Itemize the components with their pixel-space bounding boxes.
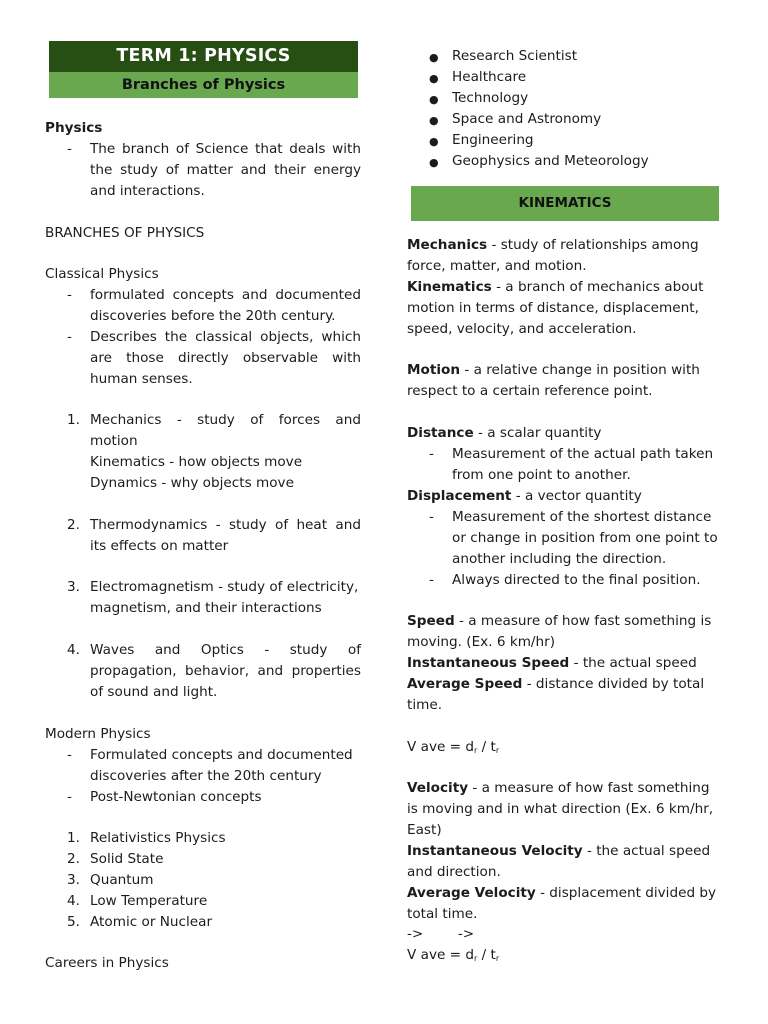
definition-line: motion in terms of distance, displacement, <box>407 300 699 316</box>
inst-speed-def <box>407 653 697 674</box>
physics-def-line: The branch of Science that deals with <box>90 141 361 157</box>
list-number: 4. <box>67 893 80 909</box>
displacement-bullet-line: another including the direction. <box>452 551 667 567</box>
definition-line: moving. (Ex. 6 km/hr) <box>407 634 556 650</box>
bullet-dot: ● <box>429 156 439 169</box>
dash-bullet: - <box>429 572 434 588</box>
classical-bullet-line: formulated concepts and documented <box>90 287 361 303</box>
term: Velocity <box>407 780 469 796</box>
definition-line: is moving and in what direction (Ex. 6 km/hr, <box>407 801 714 817</box>
career-item: Engineering <box>452 132 534 148</box>
motion-def <box>407 360 700 381</box>
list-item-line: Mechanics - study of forces and <box>90 412 361 428</box>
list-item: Relativistics Physics <box>90 830 226 846</box>
definition: - a measure of how fast something <box>468 780 710 796</box>
list-item-line: Dynamics - why objects move <box>90 475 294 491</box>
physics-def-line: the study of matter and their energy <box>90 162 361 178</box>
dash-bullet: - <box>67 141 72 157</box>
bullet-dot: ● <box>429 51 439 64</box>
formula-part: V ave = d <box>407 947 475 963</box>
list-number: 3. <box>67 872 80 888</box>
bullet-dot: ● <box>429 93 439 106</box>
modern-bullet-line: discoveries after the 20th century <box>90 768 322 784</box>
list-item: Quantum <box>90 872 154 888</box>
career-item: Geophysics and Meteorology <box>452 153 649 169</box>
definition: - a vector quantity <box>511 488 642 504</box>
modern-bullet-line: Post-Newtonian concepts <box>90 789 262 805</box>
list-item-line: its effects on matter <box>90 538 229 554</box>
career-item: Space and Astronomy <box>452 111 602 127</box>
list-item-line: motion <box>90 433 138 449</box>
career-item: Research Scientist <box>452 48 578 64</box>
career-item: Healthcare <box>452 69 527 85</box>
term: Speed <box>407 613 455 629</box>
definition-line: and direction. <box>407 864 501 880</box>
definition-line: total time. <box>407 906 478 922</box>
term: Instantaneous Speed <box>407 655 570 671</box>
list-item-line: magnetism, and their interactions <box>90 600 322 616</box>
dash-bullet: - <box>67 329 72 345</box>
classical-heading: Classical Physics <box>45 266 159 282</box>
term: Average Speed <box>407 676 523 692</box>
careers-heading: Careers in Physics <box>45 955 169 971</box>
term: Displacement <box>407 488 512 504</box>
classical-bullet-line: are those directly observable with <box>90 350 361 366</box>
definition: - distance divided by total <box>522 676 705 692</box>
displacement-bullet-line: Always directed to the final position. <box>452 572 701 588</box>
distance-bullet-line: from one point to another. <box>452 467 631 483</box>
definition-line: force, matter, and motion. <box>407 258 587 274</box>
list-item-line: Kinematics - how objects move <box>90 454 303 470</box>
kinematics-def <box>407 277 703 298</box>
displacement-def <box>407 486 642 507</box>
avg-velocity-def <box>407 883 716 904</box>
list-item-line: Waves and Optics - study of <box>90 642 361 658</box>
branches-heading: BRANCHES OF PHYSICS <box>45 225 205 241</box>
distance-bullet-line: Measurement of the actual path taken <box>452 446 714 462</box>
list-item: Low Temperature <box>90 893 208 909</box>
page-subtitle: Branches of Physics <box>49 72 358 98</box>
modern-heading: Modern Physics <box>45 726 151 742</box>
definition: - the actual speed <box>582 843 711 859</box>
physics-heading: Physics <box>45 120 103 136</box>
mechanics-def <box>407 235 699 256</box>
title-banner <box>49 41 358 98</box>
formula-part: / t <box>477 947 496 963</box>
list-item-line: Electromagnetism - study of electricity, <box>90 579 359 595</box>
displacement-bullet-line: Measurement of the shortest distance <box>452 509 712 525</box>
term: Kinematics <box>407 279 492 295</box>
formula-subscript: r <box>495 954 500 963</box>
list-item: Atomic or Nuclear <box>90 914 213 930</box>
classical-bullet-line: human senses. <box>90 371 193 387</box>
list-number: 2. <box>67 517 80 533</box>
definition: - study of relationships among <box>487 237 699 253</box>
definition-line: time. <box>407 697 443 713</box>
speed-formula <box>407 737 499 758</box>
kinematics-heading: KINEMATICS <box>411 186 719 221</box>
list-number: 1. <box>67 412 80 428</box>
bullet-dot: ● <box>429 114 439 127</box>
term: Mechanics <box>407 237 488 253</box>
list-number: 2. <box>67 851 80 867</box>
formula-subscript: r <box>474 746 478 755</box>
avg-speed-def <box>407 674 704 695</box>
dash-bullet: - <box>67 287 72 303</box>
dash-bullet: - <box>429 509 434 525</box>
dash-bullet: - <box>429 446 434 462</box>
list-number: 5. <box>67 914 80 930</box>
career-item: Technology <box>452 90 529 106</box>
speed-def <box>407 611 711 632</box>
definition: - a measure of how fast something is <box>454 613 712 629</box>
list-item-line: Thermodynamics - study of heat and <box>90 517 361 533</box>
definition: - a scalar quantity <box>473 425 602 441</box>
list-number: 4. <box>67 642 80 658</box>
bullet-dot: ● <box>429 72 439 85</box>
definition-line: speed, velocity, and acceleration. <box>407 321 637 337</box>
formula-subscript: r <box>474 954 478 963</box>
list-item: Solid State <box>90 851 164 867</box>
definition: - displacement divided by <box>535 885 717 901</box>
page-title: TERM 1: PHYSICS <box>49 41 358 72</box>
bullet-dot: ● <box>429 135 439 148</box>
classical-bullet-line: discoveries before the 20th century. <box>90 308 336 324</box>
velocity-formula <box>407 945 499 966</box>
classical-bullet-line: Describes the classical objects, which <box>90 329 361 345</box>
velocity-def <box>407 778 710 799</box>
physics-def-line: and interactions. <box>90 183 205 199</box>
list-number: 3. <box>67 579 80 595</box>
definition-line: respect to a certain reference point. <box>407 383 653 399</box>
definition: - a relative change in position with <box>460 362 700 378</box>
formula-part: V ave = d <box>407 739 475 755</box>
definition-line: East) <box>407 822 442 838</box>
dash-bullet: - <box>67 789 72 805</box>
definition: - a branch of mechanics about <box>491 279 704 295</box>
distance-def <box>407 423 601 444</box>
modern-bullet-line: Formulated concepts and documented <box>90 747 353 763</box>
term: Instantaneous Velocity <box>407 843 583 859</box>
term: Distance <box>407 425 474 441</box>
dash-bullet: - <box>67 747 72 763</box>
term: Motion <box>407 362 461 378</box>
vector-arrows: -> -> <box>407 926 475 942</box>
formula-part: / t <box>477 739 496 755</box>
inst-velocity-def <box>407 841 710 862</box>
list-item-line: propagation, behavior, and properties <box>90 663 361 679</box>
definition: - the actual speed <box>569 655 697 671</box>
formula-subscript: r <box>495 746 500 755</box>
list-number: 1. <box>67 830 80 846</box>
displacement-bullet-line: or change in position from one point to <box>452 530 718 546</box>
term: Average Velocity <box>407 885 536 901</box>
list-item-line: of sound and light. <box>90 684 218 700</box>
